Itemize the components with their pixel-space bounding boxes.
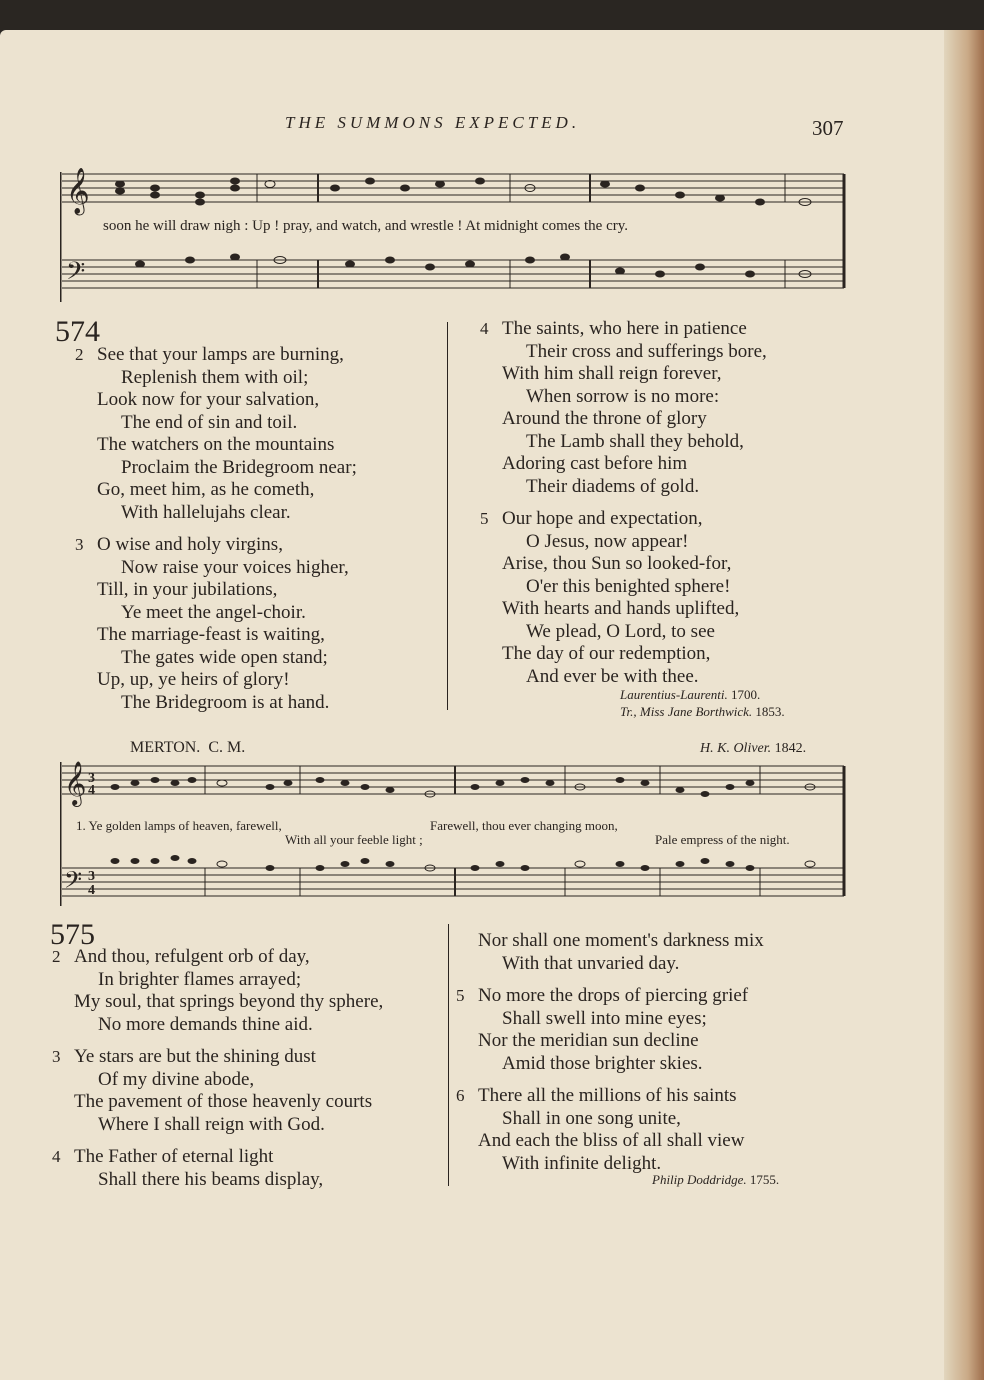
tune-composer: H. K. Oliver. 1842. (700, 741, 807, 756)
verse-line: With him shall reign forever, (502, 363, 722, 384)
verse-line: With hallelujahs clear. (121, 501, 291, 523)
stanza-number: 4 (480, 319, 489, 338)
verse-line: With infinite delight. (502, 1152, 662, 1174)
page-number: 307 (812, 116, 844, 140)
svg-text:𝄞: 𝄞 (66, 168, 90, 214)
verse-line: The marriage-feast is waiting, (97, 624, 325, 645)
verse-line: Shall there his beams display, (98, 1168, 324, 1190)
verse-line: Nor shall one moment's darkness mix (478, 930, 764, 951)
verse-line: Our hope and expectation, (502, 508, 703, 529)
merton-lyric-line4: Pale empress of the night. (655, 832, 790, 847)
verse-line: O'er this benighted sphere! (526, 575, 731, 597)
verse-line: O Jesus, now appear! (526, 530, 689, 552)
stanza (480, 508, 767, 688)
running-header: THE SUMMONS EXPECTED. (285, 113, 581, 132)
stanza (456, 1085, 764, 1175)
hymn574-left-column (75, 344, 357, 724)
merton-lyric-line2: Farewell, thou ever changing moon, (430, 818, 618, 833)
stanza-number: 5 (480, 509, 489, 528)
verse-line: Amid those brighter skies. (502, 1052, 703, 1074)
verse-line: The Lamb shall they behold, (526, 430, 744, 452)
column-divider (448, 924, 449, 1186)
verse-line: There all the millions of his saints (478, 1085, 737, 1106)
verse-line: Shall in one song unite, (502, 1107, 681, 1129)
stanza (75, 344, 357, 524)
verse-line: The saints, who here in patience (502, 318, 747, 339)
stanza (52, 946, 384, 1036)
verse-line: Around the throne of glory (502, 408, 707, 429)
svg-text:4: 4 (88, 883, 95, 898)
hymn575-left-column (52, 946, 384, 1201)
verse-line: The watchers on the mountains (97, 434, 335, 455)
verse-line: The Father of eternal light (74, 1146, 274, 1167)
verse-line: Their diadems of gold. (526, 475, 700, 497)
verse-line: The gates wide open stand; (121, 646, 328, 668)
hymn575-right-column (456, 930, 764, 1185)
stanza (480, 318, 767, 498)
stanza-number: 5 (456, 986, 465, 1005)
stanza (52, 1146, 383, 1191)
verse-line: When sorrow is no more: (526, 385, 720, 407)
verse-line: No more demands thine aid. (98, 1013, 313, 1035)
verse-line: Arise, thou Sun so looked-for, (502, 553, 732, 574)
stanza (52, 1046, 383, 1136)
verse-line: Shall swell into mine eyes; (502, 1007, 707, 1029)
svg-text:3: 3 (88, 869, 95, 884)
verse-line: And ever be with thee. (526, 665, 699, 687)
merton-lyric-line1: 1. Ye golden lamps of heaven, farewell, (76, 818, 282, 833)
stanza-number: 6 (456, 1086, 465, 1105)
verse-line: Look now for your salvation, (97, 389, 320, 410)
svg-text:3: 3 (88, 771, 95, 786)
verse-line: The Bridegroom is at hand. (121, 691, 330, 713)
verse-line: See that your lamps are burning, (97, 344, 344, 365)
verse-line: Where I shall reign with God. (98, 1113, 325, 1135)
bass-staff (62, 260, 844, 288)
verse-line: And thou, refulgent orb of day, (74, 946, 310, 967)
stanza-number: 2 (75, 345, 84, 364)
stanza-number: 4 (52, 1147, 61, 1166)
top-music-lyric: soon he will draw nigh : Up ! pray, and watch, and wrestle ! At midnight comes the cry. (103, 218, 629, 234)
svg-text:4: 4 (88, 783, 95, 798)
svg-text:𝄢: 𝄢 (64, 866, 83, 899)
verse-line: Of my divine abode, (98, 1068, 255, 1090)
verse-line: In brighter flames arrayed; (98, 968, 302, 990)
verse-line: Go, meet him, as he cometh, (97, 479, 315, 500)
tune-heading: MERTON. C. M. (130, 739, 246, 756)
verse-line: With that unvaried day. (502, 952, 680, 974)
merton-lyric-line3: With all your feeble light ; (285, 832, 423, 847)
hymn-number-575: 575 (50, 918, 95, 951)
verse-line: Replenish them with oil; (121, 366, 309, 388)
verse-line: My soul, that springs beyond thy sphere, (74, 991, 384, 1012)
verse-line: Adoring cast before him (502, 453, 688, 474)
verse-line: The pavement of those heavenly courts (74, 1091, 373, 1112)
verse-line: And each the bliss of all shall view (478, 1130, 745, 1151)
verse-line: No more the drops of piercing grief (478, 985, 749, 1006)
svg-text:𝄢: 𝄢 (66, 257, 86, 292)
stanza-number: 3 (52, 1047, 61, 1066)
column-divider (447, 322, 448, 710)
verse-line: With hearts and hands uplifted, (502, 598, 740, 619)
stanza-number: 3 (75, 535, 84, 554)
hymn-number-574: 574 (55, 315, 100, 348)
verse-line: Ye meet the angel-choir. (121, 601, 306, 623)
treble-staff (62, 174, 844, 202)
verse-line: Till, in your jubilations, (97, 579, 278, 600)
verse-line: The day of our redemption, (502, 643, 711, 664)
svg-text:𝄞: 𝄞 (64, 761, 87, 805)
verse-line: Up, up, ye heirs of glory! (97, 669, 290, 690)
stanza (456, 985, 764, 1075)
verse-line: O wise and holy virgins, (97, 534, 283, 555)
verse-line: The end of sin and toil. (121, 411, 298, 433)
verse-line: Nor the meridian sun decline (478, 1030, 699, 1051)
stanza-number: 2 (52, 947, 61, 966)
verse-line: We plead, O Lord, to see (526, 620, 715, 642)
verse-line: Ye stars are but the shining dust (74, 1046, 316, 1067)
verse-line: Proclaim the Bridegroom near; (121, 456, 357, 478)
verse-line: Now raise your voices higher, (121, 556, 349, 578)
verse-line: Their cross and sufferings bore, (526, 340, 767, 362)
hymn574-author: Laurentius-Laurenti. 1700. (620, 687, 761, 702)
stanza (478, 930, 764, 975)
hymn574-right-column (480, 318, 767, 698)
book-spine-edge (944, 30, 984, 1380)
hymn575-author: Philip Doddridge. 1755. (652, 1172, 780, 1187)
hymn574-translator: Tr., Miss Jane Borthwick. 1853. (620, 704, 785, 719)
stanza (75, 534, 357, 714)
